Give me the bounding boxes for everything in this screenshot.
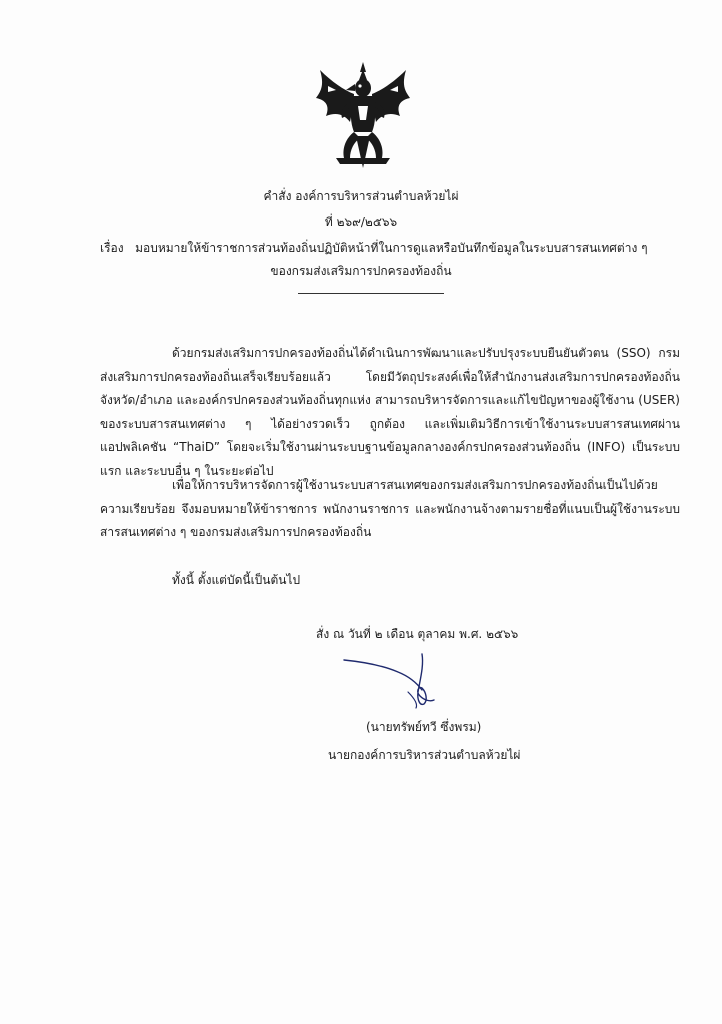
subject-continuation: ของกรมส่งเสริมการปกครองท้องถิ่น xyxy=(270,264,452,278)
header-divider xyxy=(298,293,444,294)
subject-text: มอบหมายให้ข้าราชการส่วนท้องถิ่นปฏิบัติหน้าที่ในการดูแลหรือบันทึกข้อมูลในระบบสารสนเทศต่าง ๆ xyxy=(135,241,648,255)
order-date: สั่ง ณ วันที่ ๒ เดือน ตุลาคม พ.ศ. ๒๕๖๖ xyxy=(316,627,519,641)
body-paragraph-2: เพื่อให้การบริหารจัดการผู้ใช้งานระบบสารสนเทศของกรมส่งเสริมการปกครองท้องถิ่นเป็นไปด้วยความเรียบร้อย จึงมอบหมายให้ข้าราชการ พนักงานราชการ และพนักงานจ้างตามรายชื่อที่แนบเป็นผู้ใช้งานระบบสารสนเทศต่าง ๆ ของกรมส่งเสริมการปกครองท้องถิ่น xyxy=(100,478,680,540)
order-title: คำสั่ง องค์การบริหารส่วนตำบลห้วยไผ่ xyxy=(263,189,459,203)
signer-name: (นายทรัพย์ทวี ซึ่งพรม) xyxy=(366,720,482,734)
handwritten-signature xyxy=(338,652,448,710)
body-paragraph-1: ด้วยกรมส่งเสริมการปกครองท้องถิ่นได้ดำเนินการพัฒนาและปรับปรุงระบบยืนยันตัวตน (SSO) กรมส่งเสริมการปกครองท้องถิ่นเสร็จเรียบร้อยแล้ว โดยมีวัตถุประสงค์เพื่อให้สำนักงานส่งเสริมการปกครองท้องถิ่นจังหวัด/อำเภอ และองค์กรปกครองส่วนท้องถิ่นทุกแห่ง สามารถบริหารจัดการและแก้ไขปัญหาของผู้ใช้งาน (USER) ของระบบสารสนเทศต่าง ๆ ได้อย่างรวดเร็ว ถูกต้อง และเพิ่มเติมวิธีการเข้าใช้งานระบบสารสนเทศผ่านแอปพลิเคชัน “ThaiD” โดยจะเริ่มใช้งานผ่านระบบฐานข้อมูลกลางองค์กรปกครองส่วนท้องถิ่น (INFO) เป็นระบบแรก และระบบอื่น ๆ ในระยะต่อไป xyxy=(100,346,680,478)
garuda-emblem-icon xyxy=(314,60,412,170)
closing-statement: ทั้งนี้ ตั้งแต่บัดนี้เป็นต้นไป xyxy=(172,573,301,587)
subject-line xyxy=(100,240,648,256)
subject-label: เรื่อง xyxy=(100,241,124,255)
order-number: ที่ ๒๖๙/๒๕๖๖ xyxy=(324,215,398,229)
signer-title: นายกองค์การบริหารส่วนตำบลห้วยไผ่ xyxy=(328,748,521,762)
